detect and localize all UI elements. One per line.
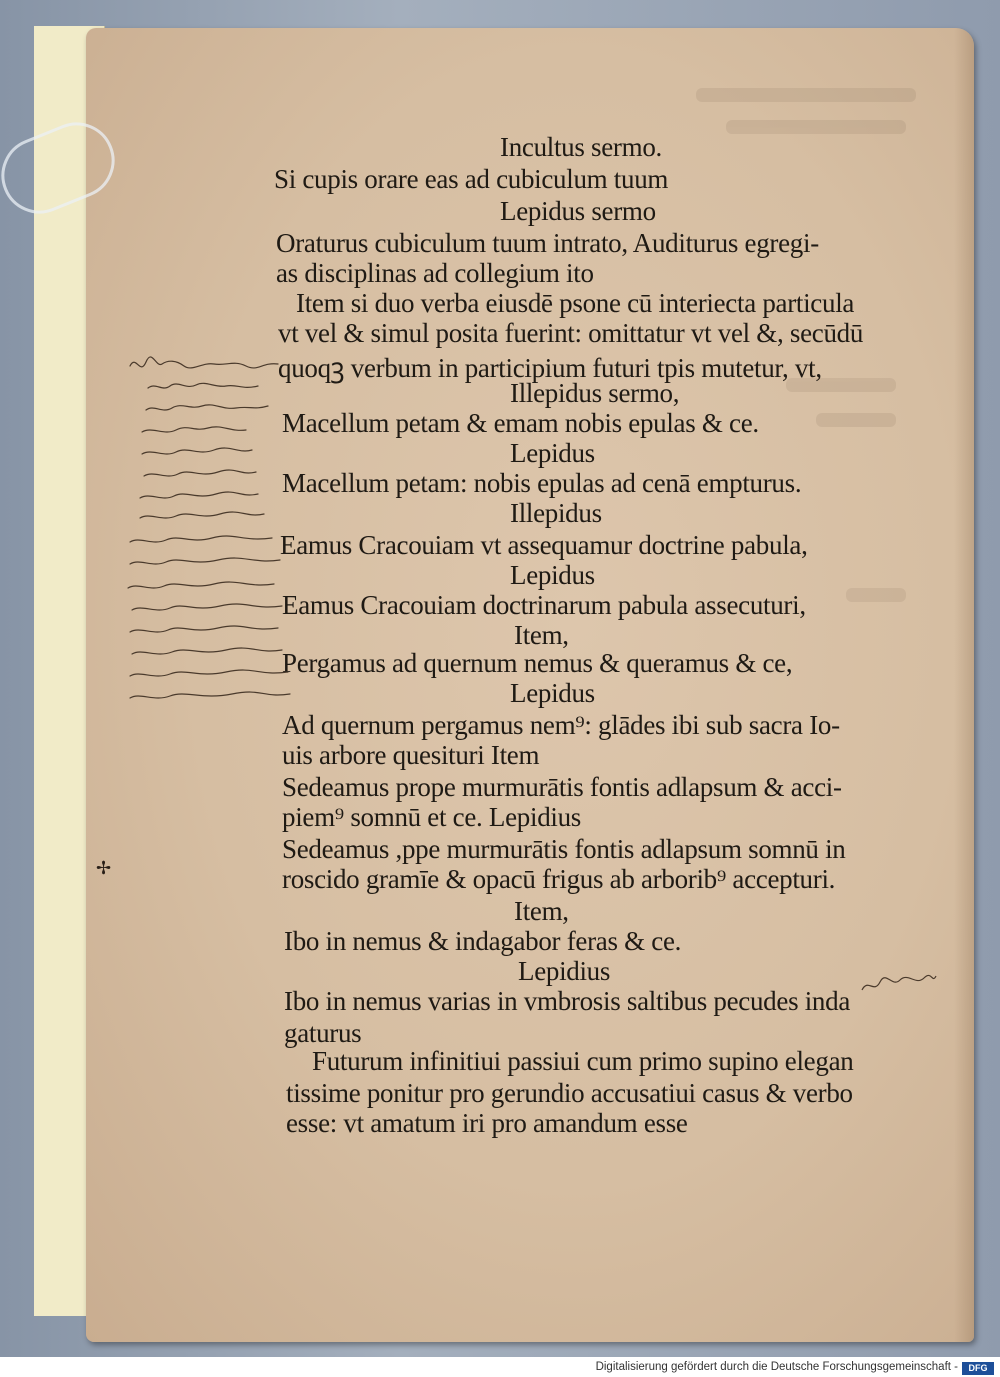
text-line: quoqꝫ verbum in participium futuri tpis mutetur, vt, (278, 353, 822, 383)
ink-blot: ✢ (96, 858, 112, 879)
text-line: Si cupis orare eas ad cubiculum tuum (274, 164, 669, 194)
text-line: Pergamus ad quernum nemus & queramus & ce, (282, 648, 793, 678)
text-line: Ibo in nemus & indagabor feras & ce. (284, 926, 682, 956)
text-line: Macellum petam: nobis epulas ad cenā empturus. (282, 468, 802, 498)
interlinear-note (858, 970, 938, 998)
heading-lepidus: Lepidus (510, 678, 595, 708)
heading-item: Item, (514, 896, 569, 926)
text-line: esse: vt amatum iri pro amandum esse (286, 1108, 688, 1138)
footer-credit: Digitalisierung gefördert durch die Deutsche Forschungsgemeinschaft - (595, 1361, 958, 1373)
heading-incultus: Incultus sermo. (500, 132, 662, 162)
heading-lepidius: Lepidius (518, 956, 611, 986)
text-line: Futurum infinitiui passiui cum primo supino elegan (312, 1046, 854, 1076)
heading-lepidus: Lepidus (510, 438, 595, 468)
heading-illepidus: Illepidus sermo, (510, 378, 680, 408)
heading-lepidus: Lepidus (510, 560, 595, 590)
text-line: Eamus Cracouiam vt assequamur doctrine pabula, (280, 530, 808, 560)
text-line: tissime ponitur pro gerundio accusatiui casus & verbo (286, 1078, 853, 1108)
text-line: Item si duo verba eiusdē psone cū interiecta particula (296, 288, 855, 318)
text-line: Ad quernum pergamus nem⁹: glādes ibi sub sacra Io- (282, 710, 840, 740)
text-line: gaturus (284, 1018, 362, 1048)
handwritten-marginalia (122, 352, 292, 708)
text-line: roscido gramīe & opacū frigus ab arborib⁹ accepturi. (282, 864, 836, 894)
text-line: vt vel & simul posita fuerint: omittatur vt vel &, secūdū (278, 318, 864, 348)
heading-lepidus: Lepidus sermo (500, 196, 656, 226)
text-line: Eamus Cracouiam doctrinarum pabula assecuturi, (282, 590, 806, 620)
heading-item: Item, (514, 620, 569, 650)
text-line: Macellum petam & emam nobis epulas & ce. (282, 408, 759, 438)
page-edge-shadow (954, 28, 974, 1342)
heading-illepidus: Illepidus (510, 498, 602, 528)
text-line: as disciplinas ad collegium ito (276, 258, 594, 288)
text-line: Sedeamus prope murmurātis fontis adlapsum & acci- (282, 772, 842, 802)
text-line: Oraturus cubiculum tuum intrato, Auditurus egregi- (276, 228, 819, 258)
text-line: piem⁹ somnū et ce. Lepidius (282, 802, 581, 832)
text-line: uis arbore quesituri Item (282, 740, 540, 770)
text-line: Ibo in nemus varias in vmbrosis saltibus pecudes inda (284, 986, 851, 1016)
dfg-logo: DFG (962, 1362, 994, 1375)
text-line: Sedeamus ,ppe murmurātis fontis adlapsum somnū in (282, 834, 846, 864)
